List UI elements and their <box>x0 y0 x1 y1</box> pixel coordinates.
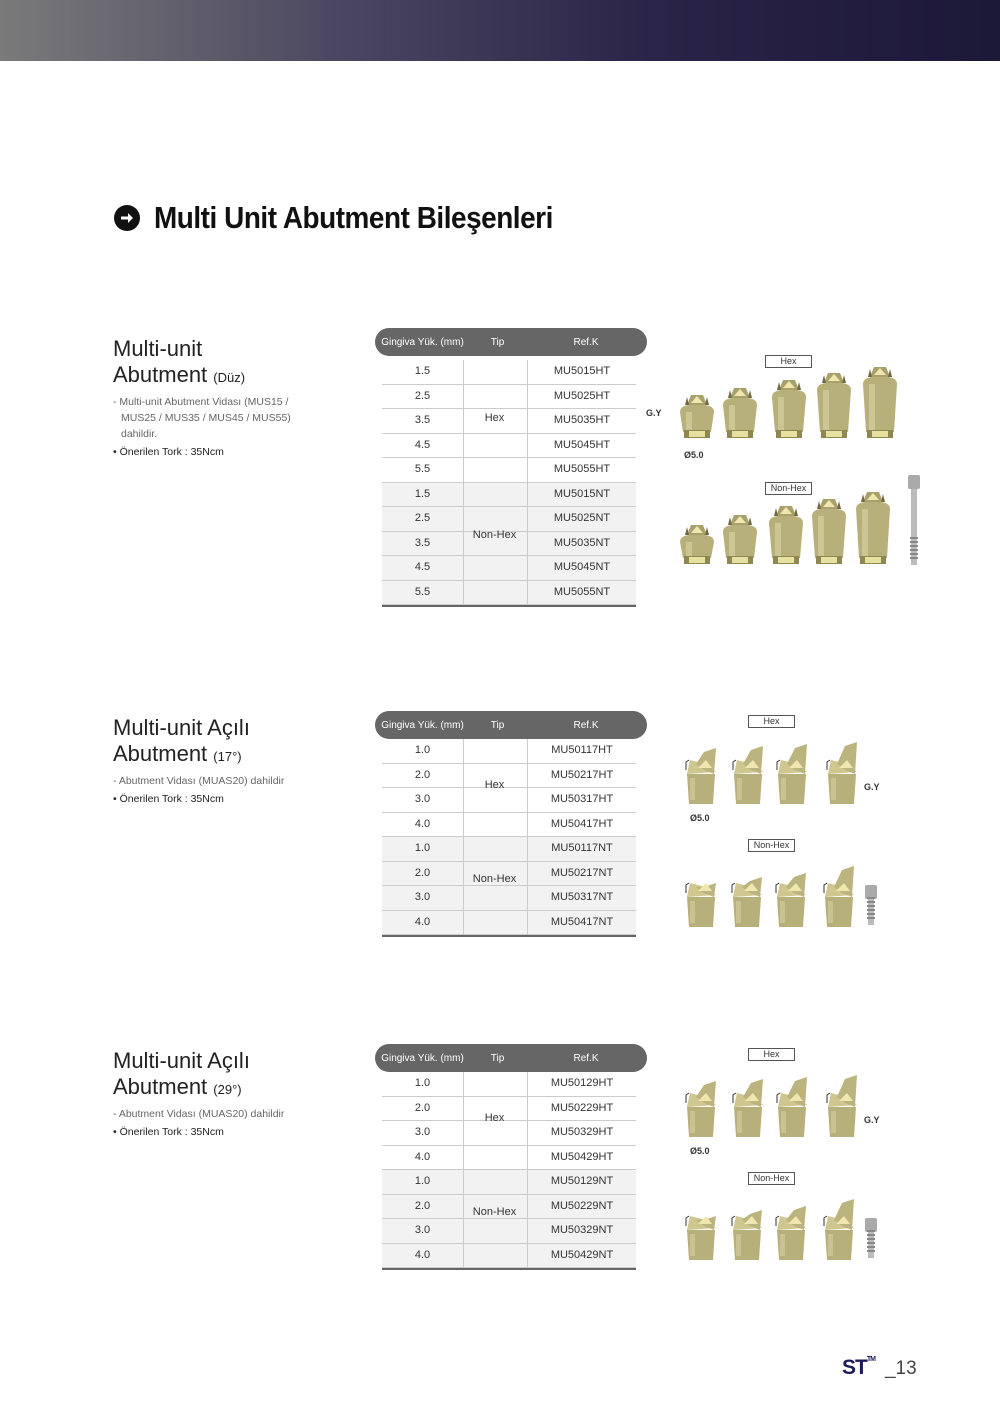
gy-dimension: G.Y <box>646 408 662 418</box>
straight-abutment-non-hex-image <box>677 522 717 571</box>
angled-abutment-hex-image <box>825 1071 861 1142</box>
gingiva-height: 2.5 <box>382 507 464 531</box>
gingiva-height: 3.0 <box>382 788 464 812</box>
ref-code: MU50117NT <box>551 842 613 854</box>
gingiva-height: 5.5 <box>382 458 464 482</box>
gingiva-height: 4.0 <box>382 813 464 837</box>
angled-abutment-hex-image <box>825 738 861 809</box>
header-gingiva: Gingiva Yük. (mm) <box>381 719 464 731</box>
hex-label: Hex <box>765 355 812 368</box>
angled-abutment-hex-image <box>775 1073 811 1142</box>
section-notes <box>113 1106 313 1140</box>
angled-abutment-hex-image <box>775 740 811 809</box>
header-ref: Ref.K <box>573 719 599 731</box>
gingiva-height: 2.5 <box>382 385 464 409</box>
section-title <box>113 1048 250 1103</box>
torque-note: • Önerilen Tork : 35Ncm <box>113 793 224 805</box>
table-row <box>382 837 636 862</box>
header-bar <box>0 0 1000 61</box>
diameter-dimension: Ø5.0 <box>684 450 704 460</box>
ref-code: MU50229HT <box>550 1101 614 1114</box>
abutment-screw-image <box>864 1218 878 1265</box>
section-title-suffix: (Düz) <box>213 370 246 385</box>
ref-code: MU5055NT <box>553 585 611 598</box>
ref-code: MU50329HT <box>550 1126 614 1138</box>
table-row <box>382 1146 636 1171</box>
ref-code: MU50417HT <box>550 817 614 830</box>
ref-code: MU50217NT <box>550 866 614 879</box>
angled-abutment-non-hex-image <box>822 1195 858 1265</box>
table-row <box>382 911 636 936</box>
gingiva-height: 4.0 <box>382 911 464 935</box>
ref-code: MU5045NT <box>553 561 611 573</box>
straight-abutment-non-hex-image <box>853 489 893 571</box>
tip-non-hex: Non-Hex <box>472 529 517 542</box>
included-screw-note: - Abutment Vidası (MUAS20) dahildir <box>113 1108 285 1120</box>
header-gingiva: Gingiva Yük. (mm) <box>381 1052 464 1064</box>
angled-abutment-hex-image <box>684 744 720 809</box>
footer <box>842 1356 917 1380</box>
angled-abutment-non-hex-image <box>774 869 810 932</box>
header-tip: Tip <box>490 719 505 731</box>
included-screw-note: - Abutment Vidası (MUAS20) dahildir <box>113 775 285 787</box>
page-number: _13 <box>884 1358 917 1379</box>
angled-abutment-non-hex-image <box>774 1202 810 1265</box>
ref-code: MU50229NT <box>550 1199 614 1212</box>
angled-abutment-non-hex-image <box>822 862 858 932</box>
section-title-line1: Multi-unit <box>113 336 203 361</box>
table-body <box>382 1072 636 1270</box>
table-header <box>375 711 647 739</box>
table-header <box>375 1044 647 1072</box>
angled-abutment-hex-image <box>731 742 767 809</box>
table-row <box>382 1121 636 1146</box>
ref-code: MU50317HT <box>550 793 614 805</box>
ref-code: MU5015HT <box>553 365 611 377</box>
arrow-right-circle-icon <box>114 205 140 231</box>
section-title-line1: Multi-unit Açılı <box>113 1048 250 1073</box>
gingiva-height: 1.0 <box>382 837 464 861</box>
ref-code: MU5025NT <box>553 512 611 524</box>
hex-label: Hex <box>748 715 795 728</box>
product-table <box>375 1044 647 1270</box>
gingiva-height: 1.5 <box>382 360 464 384</box>
gingiva-height: 1.0 <box>382 1072 464 1096</box>
angled-abutment-non-hex-image <box>684 1212 720 1265</box>
ref-code: MU5035HT <box>553 414 611 426</box>
table-row <box>382 1244 636 1269</box>
section-title-line2: Abutment <box>113 1074 208 1099</box>
table-row <box>382 813 636 838</box>
tip-hex: Hex <box>484 1112 505 1124</box>
straight-abutment-non-hex-image <box>809 496 849 571</box>
abutment-screw-image <box>907 475 921 572</box>
gingiva-height: 3.5 <box>382 532 464 556</box>
included-screw-note: - Multi-unit Abutment Vidası (MUS15 / MUS25 / MUS35 / MUS45 / MUS55) dahildir. <box>113 396 291 440</box>
table-row <box>382 360 636 385</box>
angled-abutment-non-hex-image <box>730 1206 766 1265</box>
table-header <box>375 328 647 356</box>
gy-dimension: G.Y <box>864 1115 880 1125</box>
non-hex-label: Non-Hex <box>748 1172 795 1185</box>
torque-note: • Önerilen Tork : 35Ncm <box>113 446 224 458</box>
table-row <box>382 483 636 508</box>
angled-abutment-hex-image <box>731 1075 767 1142</box>
torque-note: • Önerilen Tork : 35Ncm <box>113 1126 224 1138</box>
table-row <box>382 1170 636 1195</box>
straight-abutment-hex-image <box>814 370 854 445</box>
straight-abutment-hex-image <box>677 392 717 445</box>
tip-hex: Hex <box>484 779 505 791</box>
section-title-suffix: (17°) <box>213 749 242 764</box>
gingiva-height: 2.0 <box>382 862 464 886</box>
table-row <box>382 1072 636 1097</box>
gingiva-height: 2.0 <box>382 1097 464 1121</box>
table-row <box>382 385 636 410</box>
table-row <box>382 458 636 483</box>
hex-label: Hex <box>748 1048 795 1061</box>
section-title <box>113 336 245 391</box>
non-hex-label: Non-Hex <box>765 482 812 495</box>
gingiva-height: 2.0 <box>382 1195 464 1219</box>
ref-code: MU50417NT <box>550 915 614 928</box>
angled-abutment-non-hex-image <box>684 879 720 932</box>
header-ref: Ref.K <box>573 336 599 348</box>
gingiva-height: 4.0 <box>382 1244 464 1268</box>
table-row <box>382 434 636 459</box>
gingiva-height: 3.0 <box>382 886 464 910</box>
page-title-text: Multi Unit Abutment Bileşenleri <box>154 200 553 235</box>
section-notes <box>113 773 313 807</box>
page-title <box>114 200 597 236</box>
section-title-suffix: (29°) <box>213 1082 242 1097</box>
angled-abutment-non-hex-image <box>730 873 766 932</box>
ref-code: MU50129NT <box>550 1175 614 1187</box>
angled-abutment-hex-image <box>684 1077 720 1142</box>
gingiva-height: 3.0 <box>382 1121 464 1145</box>
gingiva-height: 5.5 <box>382 581 464 605</box>
table-row <box>382 1219 636 1244</box>
table-row <box>382 739 636 764</box>
table-row <box>382 886 636 911</box>
non-hex-label: Non-Hex <box>748 839 795 852</box>
gingiva-height: 3.5 <box>382 409 464 433</box>
product-table <box>375 328 647 607</box>
section-title <box>113 715 250 770</box>
straight-abutment-hex-image <box>720 385 760 445</box>
diameter-dimension: Ø5.0 <box>690 813 710 823</box>
ref-code: MU50129HT <box>550 1077 614 1089</box>
straight-abutment-hex-image <box>769 377 809 445</box>
gingiva-height: 4.0 <box>382 1146 464 1170</box>
ref-code: MU5015NT <box>553 487 611 500</box>
gy-dimension: G.Y <box>864 782 880 792</box>
tip-non-hex: Non-Hex <box>472 873 517 885</box>
ref-code: MU5025HT <box>553 389 611 402</box>
table-body <box>382 739 636 937</box>
ref-code: MU50329NT <box>550 1224 614 1236</box>
ref-code: MU50117HT <box>551 744 613 756</box>
gingiva-height: 2.0 <box>382 764 464 788</box>
header-tip: Tip <box>490 1052 505 1064</box>
section-title-line2: Abutment <box>113 741 208 766</box>
ref-code: MU5035NT <box>553 536 611 549</box>
section-notes <box>113 394 323 460</box>
tip-non-hex: Non-Hex <box>472 1206 517 1218</box>
ref-code: MU5055HT <box>553 463 611 475</box>
table-row <box>382 507 636 532</box>
product-table <box>375 711 647 937</box>
table-row <box>382 788 636 813</box>
header-tip: Tip <box>490 336 505 348</box>
ref-code: MU50217HT <box>550 768 614 781</box>
diameter-dimension: Ø5.0 <box>690 1146 710 1156</box>
gingiva-height: 3.0 <box>382 1219 464 1243</box>
tip-hex: Hex <box>484 411 505 424</box>
header-ref: Ref.K <box>573 1052 599 1064</box>
table-body <box>382 360 636 607</box>
gingiva-height: 1.5 <box>382 483 464 507</box>
straight-abutment-non-hex-image <box>766 503 806 571</box>
header-gingiva: Gingiva Yük. (mm) <box>381 336 464 348</box>
section-title-line1: Multi-unit Açılı <box>113 715 250 740</box>
gingiva-height: 1.0 <box>382 739 464 763</box>
gingiva-height: 4.5 <box>382 556 464 580</box>
abutment-screw-image <box>864 885 878 932</box>
straight-abutment-hex-image <box>860 364 900 445</box>
ref-code: MU50317NT <box>550 891 614 903</box>
table-row <box>382 581 636 606</box>
brand-logo: ST™ <box>842 1356 875 1379</box>
gingiva-height: 1.0 <box>382 1170 464 1194</box>
ref-code: MU50429HT <box>550 1150 614 1163</box>
section-title-line2: Abutment <box>113 362 208 387</box>
ref-code: MU5045HT <box>553 438 611 451</box>
gingiva-height: 4.5 <box>382 434 464 458</box>
straight-abutment-non-hex-image <box>720 512 760 571</box>
table-row <box>382 556 636 581</box>
ref-code: MU50429NT <box>550 1248 614 1261</box>
